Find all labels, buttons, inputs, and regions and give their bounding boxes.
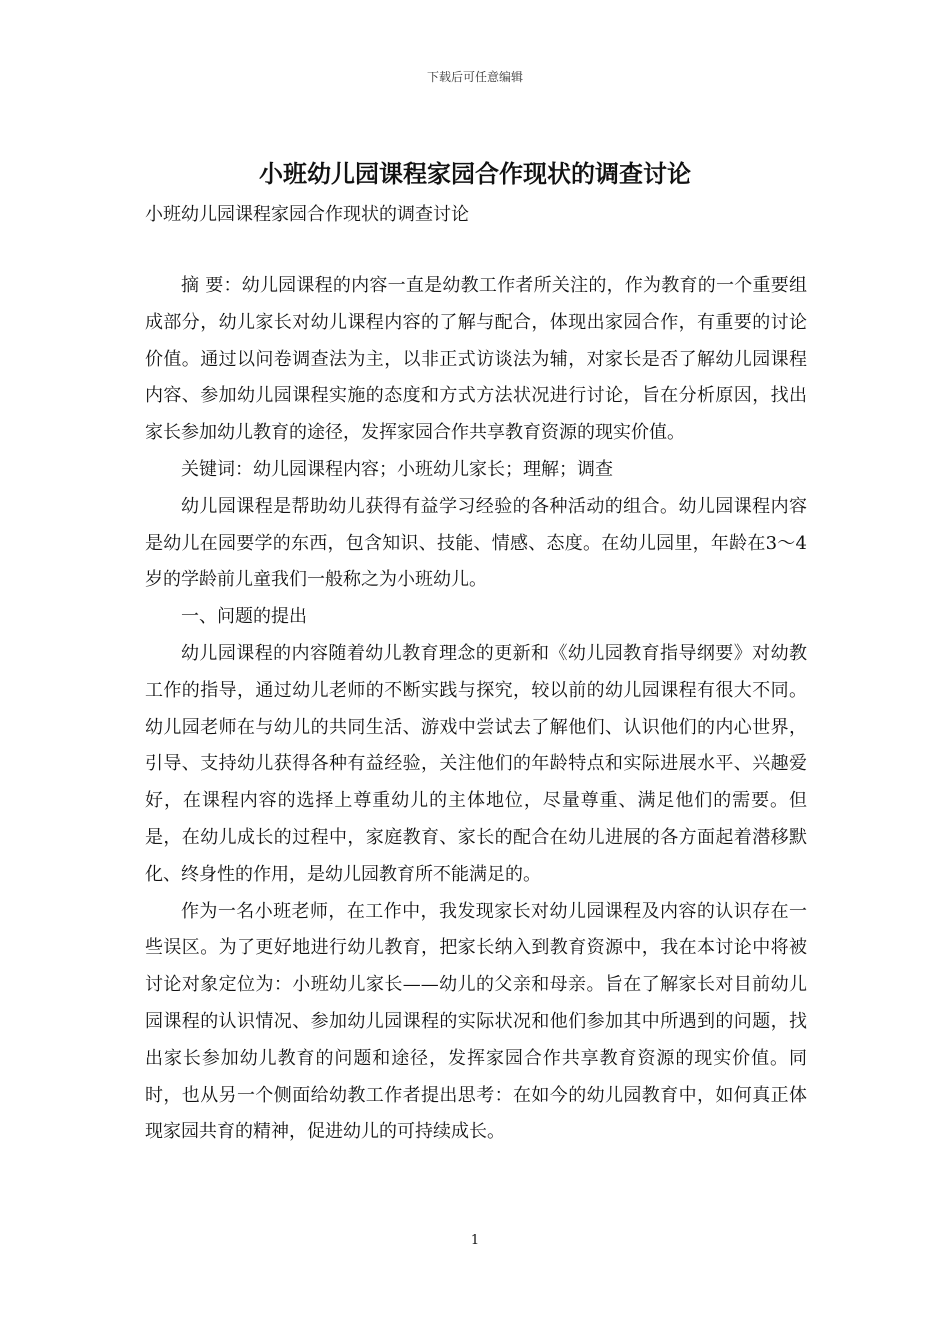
document-subtitle: 小班幼儿园课程家园合作现状的调查讨论 (145, 204, 469, 225)
section-heading: 一、问题的提出 (181, 606, 307, 628)
document-body (145, 268, 807, 1151)
keywords-paragraph: 关键词：幼儿园课程内容；小班幼儿家长；理解；调查 (181, 458, 613, 480)
page-number: 1 (470, 1233, 480, 1248)
body-paragraph: 作为一名小班老师，在工作中，我发现家长对幼儿园课程及内容的认识存在一些误区。为了更好地进行幼儿教育，把家长纳入到教育资源中，我在本讨论中将被讨论对象定位为：小班幼儿家长——幼儿的父亲和母亲。旨在了解家长对目前幼儿园课程的认识情况、参加幼儿园课程的实际状况和他们参加其中所遇到的问题，找出家长参加幼儿教育的问题和途径，发挥家园合作共享教育资源的现实价值。同时，也从另一个侧面给幼教工作者提出思考：在如今的幼儿园教育中，如何真正体现家园共育的精神，促进幼儿的可持续成长。 (145, 900, 807, 1143)
page-header-note: 下载后可任意编辑 (426, 70, 523, 84)
document-title: 小班幼儿园课程家园合作现状的调查讨论 (259, 159, 691, 188)
intro-paragraph: 幼儿园课程是帮助幼儿获得有益学习经验的各种活动的组合。幼儿园课程内容是幼儿在园要学的东西，包含知识、技能、情感、态度。在幼儿园里，年龄在3～4岁的学龄前儿童我们一般称之为小班幼儿。 (145, 495, 807, 591)
body-paragraph: 幼儿园课程的内容随着幼儿教育理念的更新和《幼儿园教育指导纲要》对幼教工作的指导，通过幼儿老师的不断实践与探究，较以前的幼儿园课程有很大不同。幼儿园老师在与幼儿的共同生活、游戏中尝试去了解他们、认识他们的内心世界，引导、支持幼儿获得各种有益经验，关注他们的年龄特点和实际进展水平、兴趣爱好，在课程内容的选择上尊重幼儿的主体地位，尽量尊重、满足他们的需要。但是，在幼儿成长的过程中，家庭教育、家长的配合在幼儿进展的各方面起着潜移默化、终身性的作用，是幼儿园教育所不能满足的。 (145, 642, 807, 885)
abstract-paragraph: 摘 要：幼儿园课程的内容一直是幼教工作者所关注的，作为教育的一个重要组成部分，幼儿家长对幼儿课程内容的了解与配合，体现出家园合作，有重要的讨论价值。通过以问卷调查法为主，以非正式访谈法为辅，对家长是否了解幼儿园课程内容、参加幼儿园课程实施的态度和方式方法状况进行讨论，旨在分析原因，找出家长参加幼儿教育的途径，发挥家园合作共享教育资源的现实价值。 (145, 275, 807, 444)
